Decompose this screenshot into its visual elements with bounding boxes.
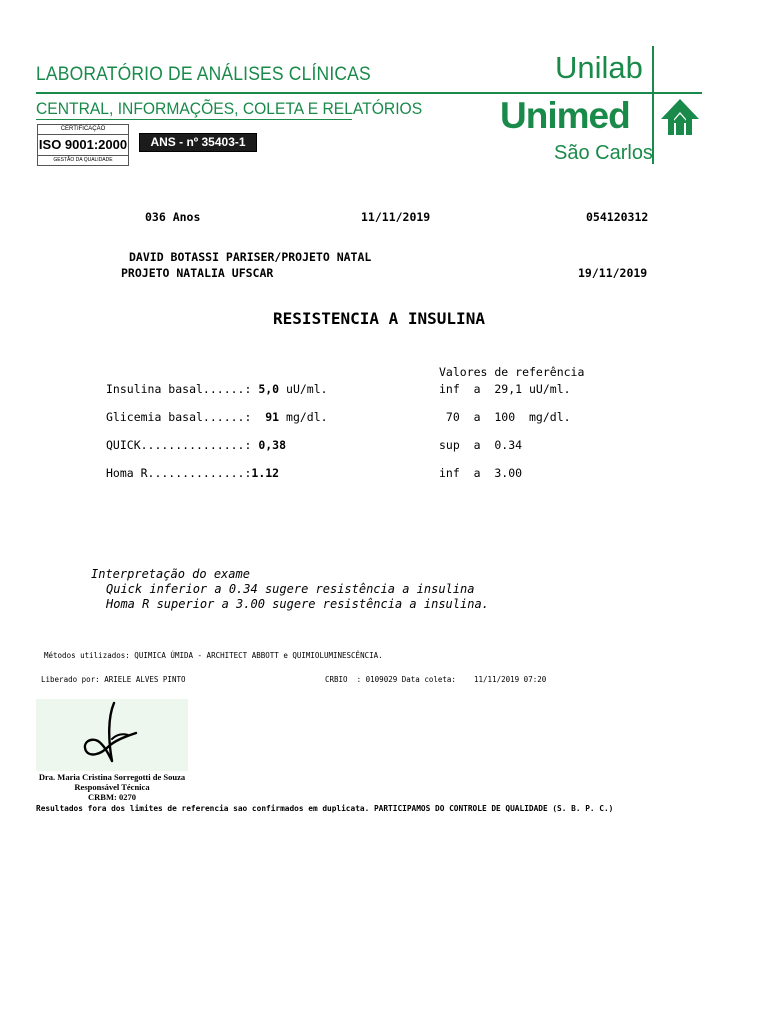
signatory-role: Responsável Técnica (74, 782, 150, 792)
result-label: Insulina basal......: (106, 382, 259, 396)
result-value: 0,38 (258, 438, 287, 452)
result-value: 5,0 (258, 382, 280, 396)
result-row-quick (106, 438, 286, 452)
exam-title: RESISTENCIA A INSULINA (273, 309, 485, 328)
ans-badge: ANS - nº 35403-1 (139, 133, 257, 152)
patient-date: 11/11/2019 (361, 210, 431, 224)
result-unit: uU/ml. (279, 382, 328, 396)
released-by: Liberado por: ARIELE ALVES PINTO (41, 675, 186, 684)
lab-title: LABORATÓRIO DE ANÁLISES CLÍNICAS (36, 64, 371, 85)
crbio-collection: CRBIO : 0109029 Data coleta: 11/11/2019 07:20 (325, 675, 547, 684)
sao-carlos-logo-text: São Carlos (554, 142, 653, 164)
footer-note: Resultados fora dos limites de referencia sao confirmados em duplicata. PARTICIPAMOS DO CONTROLE DE QUALIDADE (S. B. P. C.) (36, 804, 614, 813)
methods-text: Métodos utilizados: QUIMICA ÚMIDA - ARCHITECT ABBOTT e QUIMIOLUMINESCÊNCIA. (44, 651, 383, 660)
reference-homa: inf a 3.00 (439, 466, 523, 480)
result-value: 1.12 (251, 466, 280, 480)
patient-code: 054120312 (586, 210, 649, 224)
interpretation-heading: Interpretação do exame (91, 567, 250, 581)
result-unit: mg/dl. (279, 410, 328, 424)
iso-main-label: ISO 9001:2000 (38, 135, 128, 156)
patient-name: DAVID BOTASSI PARISER/PROJETO NATAL (129, 250, 372, 264)
header-divider-sub (36, 119, 352, 120)
unimed-logo-text: Unimed (500, 95, 630, 136)
result-label: QUICK...............: (106, 438, 259, 452)
header-divider-top (36, 92, 702, 94)
iso-top-label: CERTIFICAÇÃO (38, 125, 128, 135)
result-value: 91 (258, 410, 280, 424)
interpretation-line: Quick inferior a 0.34 sugere resistência a insulina (106, 582, 475, 596)
patient-age: 036 Anos (145, 210, 201, 224)
iso-certification-badge (37, 124, 129, 166)
iso-bottom-label: GESTÃO DA QUALIDADE (53, 157, 113, 163)
reference-quick: sup a 0.34 (439, 438, 523, 452)
interpretation-line: Homa R superior a 3.00 sugere resistência a insulina. (106, 597, 489, 611)
report-date: 19/11/2019 (578, 266, 648, 280)
result-row-insulina (106, 382, 328, 396)
unimed-arrows-icon (659, 97, 701, 137)
reference-insulina: inf a 29,1 uU/ml. (439, 382, 571, 396)
signatory-crbm: CRBM: 0270 (88, 792, 136, 802)
patient-project: PROJETO NATALIA UFSCAR (121, 266, 274, 280)
reference-header: Valores de referência (439, 365, 585, 379)
result-label: Homa R..............: (106, 466, 252, 480)
handwritten-signature-icon (36, 699, 188, 771)
reference-glicemia: 70 a 100 mg/dl. (439, 410, 571, 424)
signature-area (36, 699, 188, 771)
result-row-glicemia (106, 410, 328, 424)
signatory-name: Dra. Maria Cristina Sorregotti de Souza (38, 772, 186, 782)
lab-subtitle: CENTRAL, INFORMAÇÕES, COLETA E RELATÓRIOS (36, 99, 423, 118)
result-label: Glicemia basal......: (106, 410, 259, 424)
result-row-homa (106, 466, 279, 480)
unilab-logo-text: Unilab (555, 50, 643, 85)
